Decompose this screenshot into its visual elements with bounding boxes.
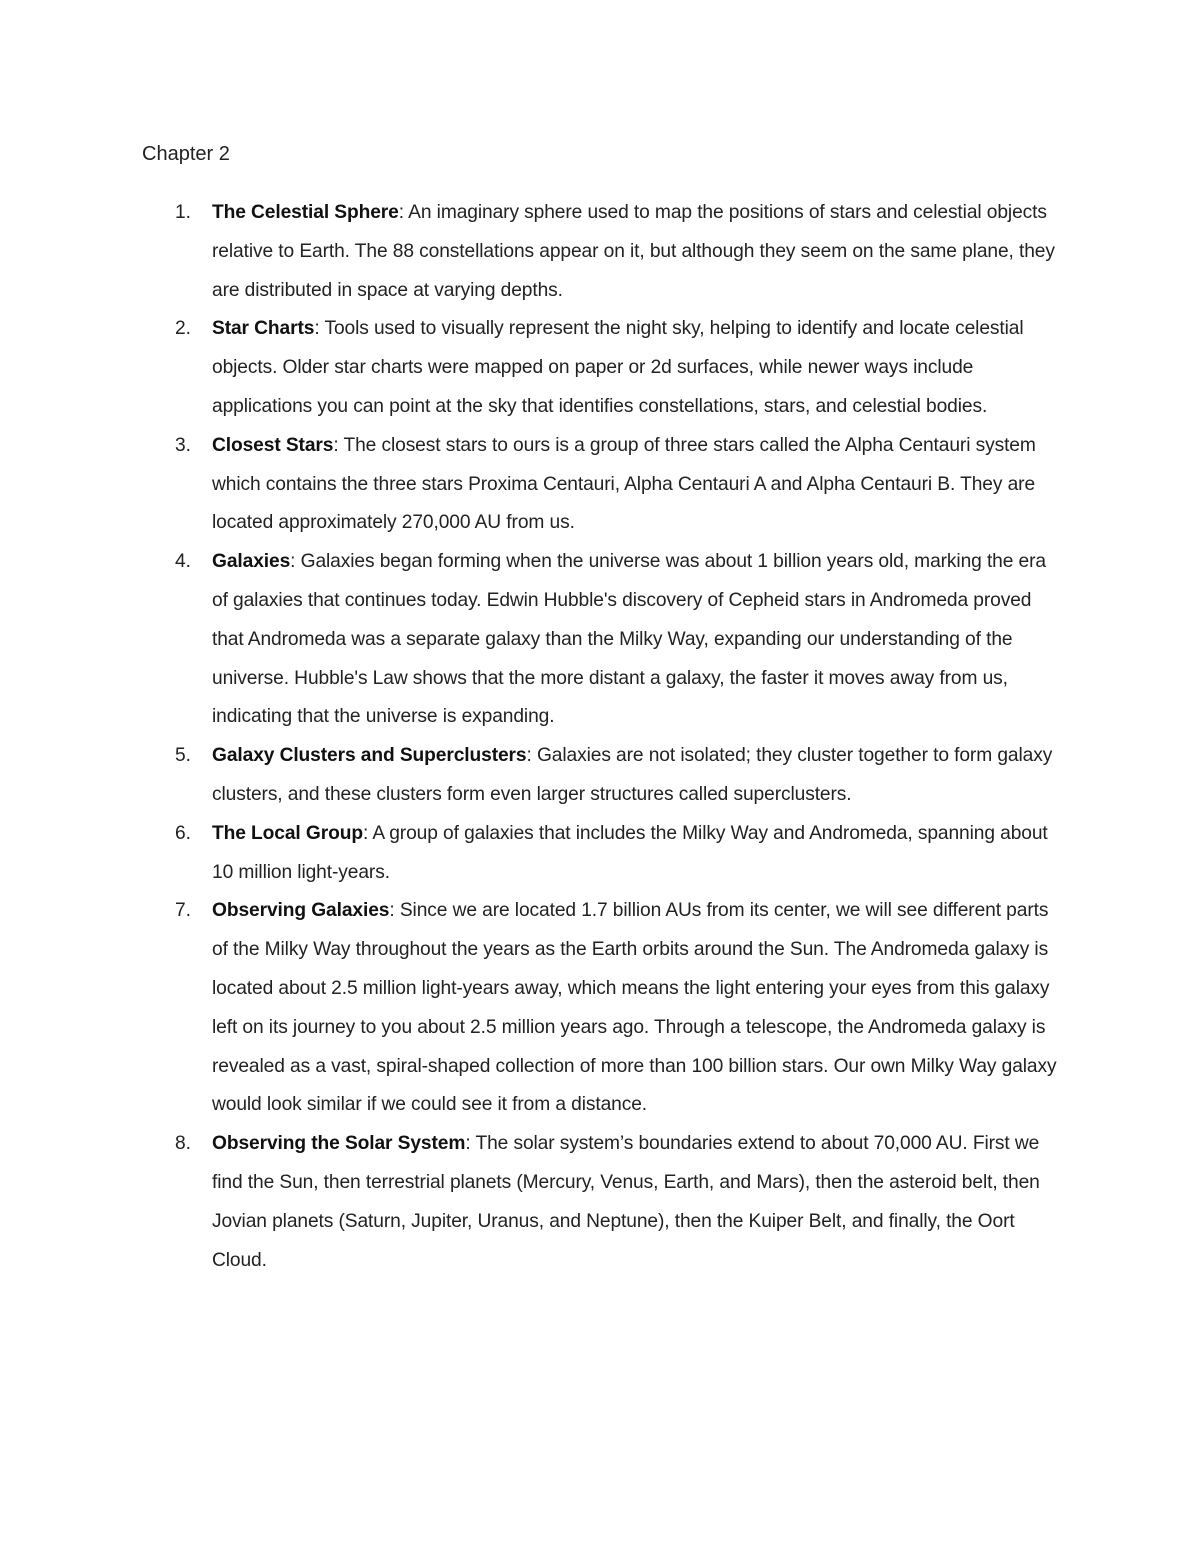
term-separator: : xyxy=(314,318,325,340)
list-number: 7. xyxy=(175,900,191,922)
list-item-celestial-sphere xyxy=(142,194,1062,310)
term-description: Galaxies began forming when the universe was about 1 billion years old, marking the era of galaxies that continues today. Edwin Hubble's discovery of Cepheid stars in Andromeda proved that Andromeda was a separate galaxy than the Milky Way, expanding our understanding of the universe. Hubble's Law shows that the more distant a galaxy, the faster it moves away from us, indicating that the universe is expanding. xyxy=(212,551,1046,728)
term-description: A group of galaxies that includes the Milky Way and Andromeda, spanning about 10 million light-years. xyxy=(212,822,1048,883)
term-separator: : xyxy=(398,202,409,223)
list-number: 3. xyxy=(175,434,191,456)
term-heading: Galaxies xyxy=(212,551,291,573)
term-heading: Observing the Solar System xyxy=(212,1133,466,1155)
list-item-observing-galaxies xyxy=(142,892,1062,1125)
term-description: Galaxies are not isolated; they cluster together to form galaxy clusters, and these clusters form even larger structures called superclusters. xyxy=(212,745,1053,805)
list-item-observing-solar-system xyxy=(142,1125,1062,1280)
list-number: 2. xyxy=(175,318,191,340)
term-description: The solar system’s boundaries extend to about 70,000 AU. First we find the Sun, then terrestrial planets (Mercury, Venus, Earth, and Mars), then the asteroid belt, then Jovian planets (Saturn, Jupiter, Uranus, and Neptune), then the Kuiper Belt, and finally, the Oort Cloud. xyxy=(212,1133,1040,1271)
list-number: 6. xyxy=(175,822,191,844)
term-separator: : xyxy=(526,745,537,767)
term-heading: Star Charts xyxy=(212,318,315,340)
term-separator: : xyxy=(290,551,301,573)
term-description: An imaginary sphere used to map the positions of stars and celestial objects relative to Earth. The 88 constellations appear on it, but although they seem on the same plane, they are distributed in space at varying depths. xyxy=(212,202,1055,301)
list-number: 4. xyxy=(175,551,191,573)
term-description: Since we are located 1.7 billion AUs from its center, we will see different parts of the Milky Way throughout the years as the Earth orbits around the Sun. The Andromeda galaxy is located about 2.5 million light-years away, which means the light entering your eyes from this galaxy left on its journey to you about 2.5 million years ago. Through a telescope, the Andromeda galaxy is revealed as a vast, spiral-shaped collection of more than 100 billion stars. Our own Milky Way galaxy would look similar if we could see it from a distance. xyxy=(212,900,1057,1116)
list-number: 8. xyxy=(175,1133,191,1155)
term-separator: : xyxy=(333,434,344,456)
list-item-star-charts xyxy=(142,310,1062,426)
list-item-local-group xyxy=(142,815,1062,893)
list-item-closest-stars xyxy=(142,427,1062,543)
term-separator: : xyxy=(465,1133,476,1155)
term-heading: The Local Group xyxy=(212,822,363,844)
list-number: 5. xyxy=(175,745,191,767)
list-item-galaxies xyxy=(142,543,1062,737)
term-description: Tools used to visually represent the night sky, helping to identify and locate celestial objects. Older star charts were mapped on paper or 2d surfaces, while newer ways include applications you can point at the sky that identifies constellations, stars, and celestial bodies. xyxy=(212,318,1024,417)
list-number: 1. xyxy=(175,202,191,223)
term-heading: Galaxy Clusters and Superclusters xyxy=(212,745,527,767)
term-separator: : xyxy=(389,900,400,922)
term-heading: The Celestial Sphere xyxy=(212,202,399,223)
term-heading: Observing Galaxies xyxy=(212,900,390,922)
chapter-title: Chapter 2 xyxy=(142,143,230,165)
list-item-galaxy-clusters xyxy=(142,737,1062,815)
term-description: The closest stars to ours is a group of three stars called the Alpha Centauri system which contains the three stars Proxima Centauri, Alpha Centauri A and Alpha Centauri B. They are located approximately 270,000 AU from us. xyxy=(212,434,1036,534)
term-separator: : xyxy=(362,822,373,844)
term-heading: Closest Stars xyxy=(212,434,334,456)
notes-list xyxy=(142,194,1062,1280)
